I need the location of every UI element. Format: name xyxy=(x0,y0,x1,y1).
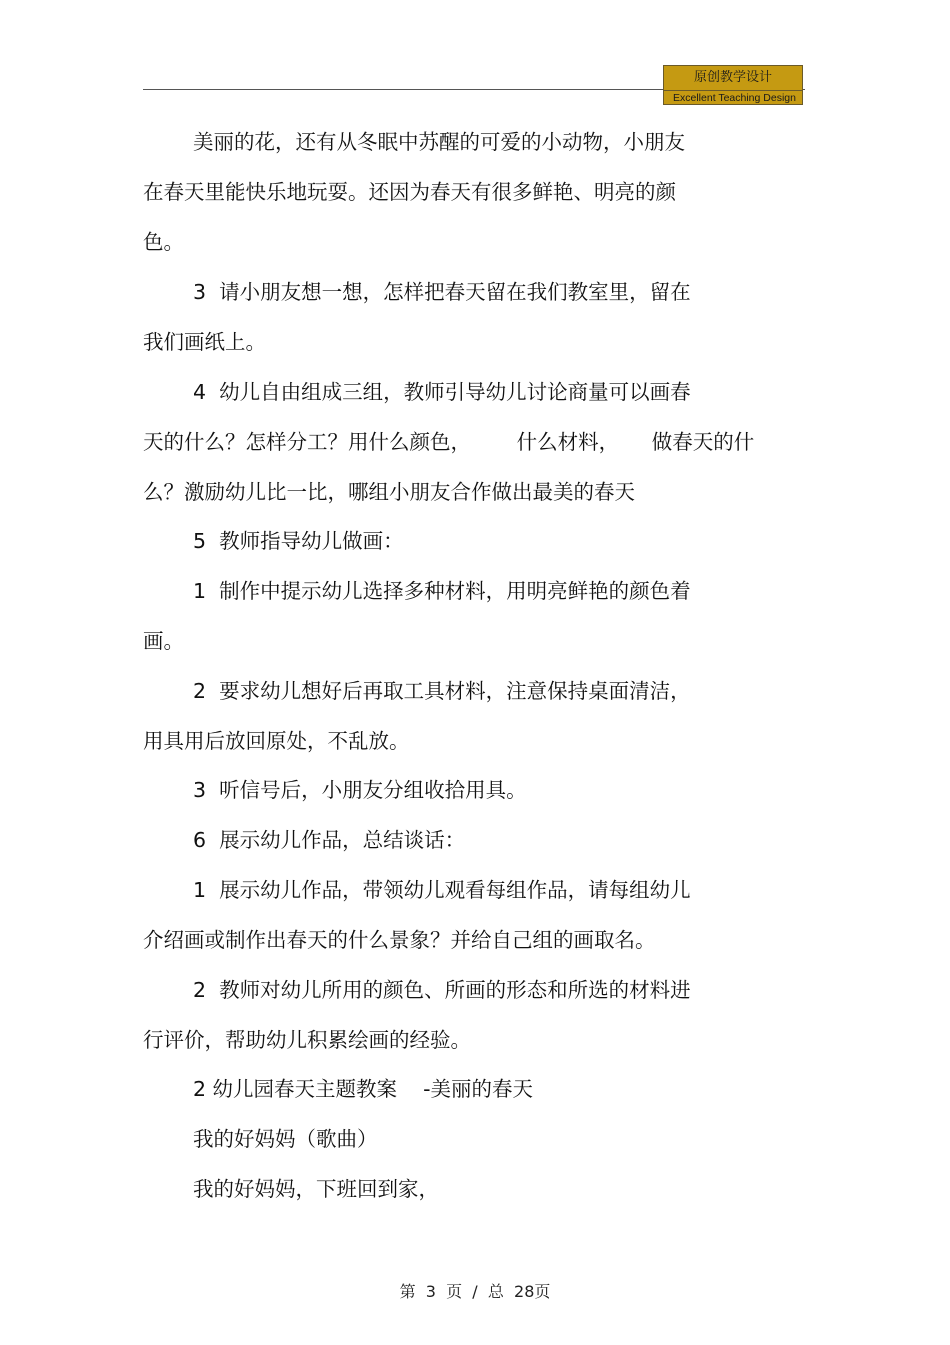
paragraph-line: 4 幼儿自由组成三组，教师引导幼儿讨论商量可以画春 xyxy=(193,380,691,404)
paragraph-line: 么？激励幼儿比一比，哪组小朋友合作做出最美的春天 xyxy=(143,480,635,504)
paragraph-line: 色。 xyxy=(143,230,184,254)
paragraph-line: 1 展示幼儿作品，带领幼儿观看每组作品，请每组幼儿 xyxy=(193,878,691,902)
paragraph-line: 1 制作中提示幼儿选择多种材料，用明亮鲜艳的颜色着 xyxy=(193,579,691,603)
paragraph-line: 2 要求幼儿想好后再取工具材料，注意保持桌面清洁， xyxy=(193,679,691,703)
paragraph-line: 我们画纸上。 xyxy=(143,330,266,354)
page-number: 第 3 页 / 总 28页 xyxy=(399,1282,551,1301)
paragraph-line: 5 教师指导幼儿做画： xyxy=(193,529,404,553)
header-badge xyxy=(663,65,803,105)
paragraph-line: 行评价，帮助幼儿积累绘画的经验。 xyxy=(143,1028,471,1052)
section-heading: 2 幼儿园春天主题教案 -美丽的春天 xyxy=(193,1077,534,1101)
paragraph-line: 画。 xyxy=(143,629,184,653)
paragraph-line: 用具用后放回原处，不乱放。 xyxy=(143,729,410,753)
song-title: 我的好妈妈（歌曲） xyxy=(193,1127,378,1151)
paragraph-line: 介绍画或制作出春天的什么景象？并给自己组的画取名。 xyxy=(143,928,656,952)
paragraph-line: 美丽的花，还有从冬眠中苏醒的可爱的小动物，小朋友 xyxy=(193,130,685,154)
badge-subtitle: Excellent Teaching Design xyxy=(673,92,796,104)
paragraph-line: 天的什么？怎样分工？用什么颜色， 什么材料， 做春天的什 xyxy=(143,430,755,454)
paragraph-line: 3 请小朋友想一想，怎样把春天留在我们教室里，留在 xyxy=(193,280,691,304)
badge-title: 原创教学设计 xyxy=(693,70,772,85)
paragraph-line: 3 听信号后，小朋友分组收拾用具。 xyxy=(193,778,527,802)
paragraph-line: 2 教师对幼儿所用的颜色、所画的形态和所选的材料进 xyxy=(193,978,691,1002)
song-line: 我的好妈妈，下班回到家， xyxy=(193,1177,439,1201)
paragraph-line: 在春天里能快乐地玩耍。还因为春天有很多鲜艳、明亮的颜 xyxy=(143,180,676,204)
paragraph-line: 6 展示幼儿作品，总结谈话： xyxy=(193,828,466,852)
